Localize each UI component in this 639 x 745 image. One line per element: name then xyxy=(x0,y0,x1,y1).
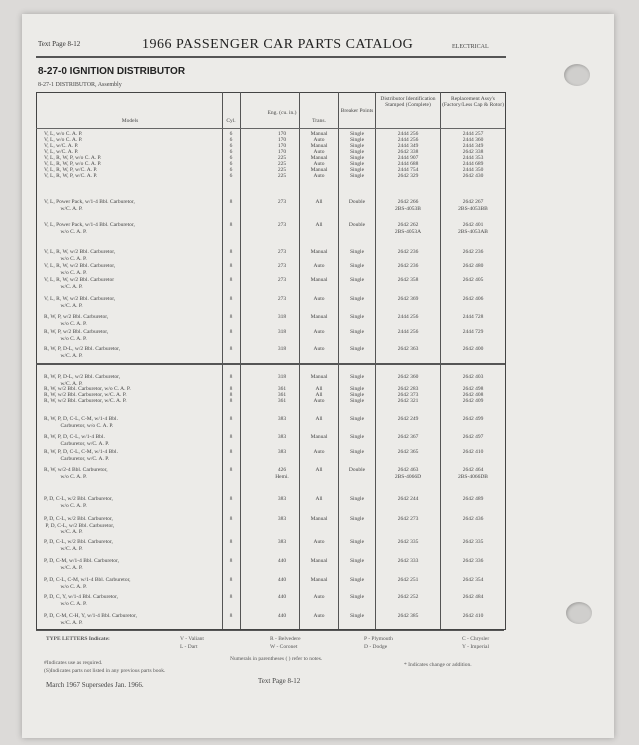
cell-points: Single xyxy=(349,496,365,502)
cell-trans: Auto xyxy=(313,594,325,600)
cell-dist-id: 2642 283 xyxy=(397,386,419,392)
cell-eng: 170 xyxy=(277,131,287,137)
cell-points: Single xyxy=(349,161,365,167)
cell-model: V, L, R, W, P, w/C. A. P. xyxy=(44,167,98,173)
cell-points: Single xyxy=(349,296,365,302)
col-header-trans: Trans. xyxy=(312,118,326,124)
cell-replacement: 2444 728 xyxy=(462,314,484,320)
cell-cyl: 8 xyxy=(229,392,233,398)
cell-cyl: 8 xyxy=(229,329,233,335)
cell-cyl: 6 xyxy=(229,143,233,149)
cell-trans: All xyxy=(315,496,323,502)
cell-dist-id: 2642 252 xyxy=(397,594,419,600)
cell-cyl: 8 xyxy=(229,577,233,583)
cell-model: V, L, Power Pack, w/1-4 Bbl. Carburetor, w/o C. A. P. xyxy=(44,222,135,235)
cell-cyl: 8 xyxy=(229,516,233,522)
cell-trans: Auto xyxy=(313,263,325,269)
cell-model: P, D, C-L, C-M, w/1-4 Bbl. Carburetor, w/o C. A. P. xyxy=(44,577,131,590)
cell-cyl: 8 xyxy=(229,449,233,455)
cell-replacement: 2642 410 xyxy=(462,613,484,619)
legend-item: C - Chrysler xyxy=(462,636,490,642)
legend-item: Y - Imperial xyxy=(462,644,489,650)
cell-eng: 361 xyxy=(277,392,287,398)
cell-model: P, D, C-M, w/1-4 Bbl. Carburetor, w/C. A. P. xyxy=(44,558,119,571)
column-divider xyxy=(375,92,376,629)
cell-trans: All xyxy=(315,416,323,422)
cell-dist-id: 2642 335 xyxy=(397,539,419,545)
cell-eng: 170 xyxy=(277,137,287,143)
cell-cyl: 8 xyxy=(229,374,233,380)
cell-cyl: 6 xyxy=(229,167,233,173)
cell-cyl: 8 xyxy=(229,249,233,255)
cell-replacement: 2444 353 xyxy=(462,155,484,161)
cell-model: R, W, w/2-4 Bbl. Carburetor, w/o C. A. P. xyxy=(44,467,108,480)
cell-eng: 383 xyxy=(277,434,287,440)
cell-eng: 273 xyxy=(277,199,287,205)
cell-cyl: 8 xyxy=(229,346,233,352)
cell-points: Single xyxy=(349,263,365,269)
cell-eng: 383 xyxy=(277,416,287,422)
cell-model: P, D, C, Y, w/1-4 Bbl. Carburetor, w/o C. A. P. xyxy=(44,594,119,607)
col-header-eng: Eng. (cu. in.) xyxy=(267,110,297,116)
cell-model: P, D, C-L, w/2 Bbl. Carburetor, w/C. A. P. xyxy=(44,539,113,552)
cell-model: P, D, C-L, w/2 Bbl. Carburetor, w/o C. A. P. xyxy=(44,496,113,509)
cell-replacement: 2642 336 xyxy=(462,558,484,564)
cell-cyl: 8 xyxy=(229,539,233,545)
cell-replacement: 2444 257 xyxy=(462,131,484,137)
cell-model: R, W, P, D, C-L, C-M, w/1-4 Bbl. Carburetor, w/o C. A. P. xyxy=(44,416,118,429)
cell-eng: 361 xyxy=(277,398,287,404)
cell-eng: 426 Hemi. xyxy=(275,467,289,480)
cell-model: R, W, P, D-L, w/2 Bbl. Carburetor, w/C. A. P. xyxy=(44,346,121,359)
note-as-required: #Indicates use as required. xyxy=(44,660,103,666)
cell-points: Single xyxy=(349,558,365,564)
cell-trans: Manual xyxy=(310,314,328,320)
cell-eng: 383 xyxy=(277,449,287,455)
cell-points: Single xyxy=(349,314,365,320)
cell-model: V, L, R, W, P, w/o C. A. P. xyxy=(44,155,102,161)
cell-eng: 273 xyxy=(277,296,287,302)
legend-item: W - Coronet xyxy=(270,644,298,650)
cell-dist-id: 2642 236 xyxy=(397,249,419,255)
subsection-heading: 8-27-1 DISTRIBUTOR, Assembly xyxy=(38,82,122,88)
cell-replacement: 2642 480 xyxy=(462,263,484,269)
cell-cyl: 8 xyxy=(229,277,233,283)
cell-cyl: 8 xyxy=(229,314,233,320)
cell-replacement: 2444 360 xyxy=(462,137,484,143)
cell-dist-id: 2642 262 2BS-4053A xyxy=(394,222,422,235)
cell-points: Single xyxy=(349,449,365,455)
cell-points: Single xyxy=(349,155,365,161)
footer-rule xyxy=(36,630,504,631)
cell-eng: 361 xyxy=(277,386,287,392)
mid-rule xyxy=(36,363,505,365)
cell-cyl: 8 xyxy=(229,222,233,228)
cell-dist-id: 2642 321 xyxy=(397,398,419,404)
cell-cyl: 6 xyxy=(229,149,233,155)
cell-eng: 318 xyxy=(277,314,287,320)
cell-points: Single xyxy=(349,277,365,283)
cell-model: R, W, P, D, C-L, C-M, w/1-4 Bbl. Carburetor, w/C. A. P. xyxy=(44,449,118,462)
note-change: * Indicates change or addition. xyxy=(404,662,472,668)
legend-item: P - Plymouth xyxy=(364,636,393,642)
cell-dist-id: 2642 236 xyxy=(397,263,419,269)
cell-eng: 440 xyxy=(277,594,287,600)
cell-trans: Auto xyxy=(313,346,325,352)
cell-dist-id: 2444 256 xyxy=(397,131,419,137)
cell-replacement: 2642 430 xyxy=(462,173,484,179)
cell-dist-id: 2642 360 xyxy=(397,374,419,380)
cell-dist-id: 2642 367 xyxy=(397,434,419,440)
cell-dist-id: 2642 385 xyxy=(397,613,419,619)
header-rule xyxy=(36,128,505,129)
cell-replacement: 2642 497 xyxy=(462,434,484,440)
cell-cyl: 6 xyxy=(229,131,233,137)
cell-points: Single xyxy=(349,374,365,380)
cell-trans: Auto xyxy=(313,296,325,302)
cell-replacement: 2642 409 xyxy=(462,398,484,404)
cell-points: Single xyxy=(349,392,365,398)
cell-trans: All xyxy=(315,467,323,473)
cell-cyl: 8 xyxy=(229,199,233,205)
cell-cyl: 6 xyxy=(229,155,233,161)
cell-dist-id: 2444 256 xyxy=(397,314,419,320)
cell-model: R, W, w/2 Bbl. Carburetor, w/C. A. P. xyxy=(44,392,127,398)
cell-model: V, L, R, W, w/2 Bbl. Carburetor, w/o C. A. P. xyxy=(44,249,116,262)
cell-trans: Manual xyxy=(310,577,328,583)
cell-dist-id: 2642 463 2BS-4066D xyxy=(394,467,422,480)
cell-points: Single xyxy=(349,131,365,137)
cell-eng: 440 xyxy=(277,613,287,619)
cell-dist-id: 2444 688 xyxy=(397,161,419,167)
cell-eng: 225 xyxy=(277,155,287,161)
cell-model: V, L, R, W, w/2 Bbl. Carburetor, w/o C. A. P. xyxy=(44,263,116,276)
cell-trans: Manual xyxy=(310,374,328,380)
cell-points: Single xyxy=(349,516,365,522)
cell-model: P, D, C-L, w/2 Bbl. Carburetor, P, D, C-L, w/2 Bbl. Carburetor, w/C. A. P. xyxy=(44,516,115,535)
cell-eng: 383 xyxy=(277,516,287,522)
cell-points: Single xyxy=(349,398,365,404)
catalog-title: 1966 PASSENGER CAR PARTS CATALOG xyxy=(142,37,414,52)
cell-eng: 273 xyxy=(277,277,287,283)
cell-cyl: 8 xyxy=(229,496,233,502)
cell-dist-id: 2642 358 xyxy=(397,277,419,283)
cell-dist-id: 2642 369 xyxy=(397,296,419,302)
cell-model: V, L, R, W, P, w/o C. A. P. xyxy=(44,161,102,167)
cell-eng: 273 xyxy=(277,222,287,228)
cell-points: Single xyxy=(349,613,365,619)
cell-model: R, W, P, w/2 Bbl. Carburetor, w/o C. A. P. xyxy=(44,329,109,342)
cell-model: V, L, Power Pack, w/1-4 Bbl. Carburetor, w/C. A. P. xyxy=(44,199,135,212)
cell-model: V, L, w/C. A. P. xyxy=(44,149,79,155)
cell-points: Single xyxy=(349,167,365,173)
cell-replacement: 2642 406 xyxy=(462,296,484,302)
col-header-points: Breaker Points xyxy=(340,108,374,114)
cell-eng: 440 xyxy=(277,577,287,583)
cell-replacement: 2642 464 2BS-4066DB xyxy=(458,467,488,480)
cell-replacement: 2642 410 xyxy=(462,449,484,455)
cell-replacement: 2444 350 xyxy=(462,167,484,173)
cell-replacement: 2642 354 xyxy=(462,577,484,583)
cell-cyl: 8 xyxy=(229,467,233,473)
cell-points: Single xyxy=(349,249,365,255)
legend-item: V - Valiant xyxy=(180,636,204,642)
cell-dist-id: 2444 256 xyxy=(397,137,419,143)
cell-trans: Manual xyxy=(310,155,328,161)
cell-cyl: 8 xyxy=(229,398,233,404)
cell-eng: 383 xyxy=(277,496,287,502)
cell-model: R, W, w/2 Bbl. Carburetor, w/o C. A. P. xyxy=(44,386,131,392)
cell-points: Single xyxy=(349,539,365,545)
cell-eng: 318 xyxy=(277,346,287,352)
cell-eng: 170 xyxy=(277,143,287,149)
cell-dist-id: 2444 349 xyxy=(397,143,419,149)
category-label: ELECTRICAL xyxy=(452,44,489,50)
type-letters-label: TYPE LETTERS Indicate: xyxy=(46,636,110,642)
cell-model: V, L, w/o C. A. P. xyxy=(44,131,83,137)
cell-replacement: 2642 267 2BS-4053BB xyxy=(458,199,488,212)
cell-dist-id: 2642 373 xyxy=(397,392,419,398)
cell-model: V, L, w/C. A. P. xyxy=(44,143,79,149)
cell-points: Single xyxy=(349,416,365,422)
cell-points: Single xyxy=(349,594,365,600)
cell-replacement: 2642 484 xyxy=(462,594,484,600)
cell-replacement: 2642 436 xyxy=(462,516,484,522)
cell-trans: Manual xyxy=(310,434,328,440)
note-not-listed: (S)Indicates parts not listed in any previous parts book. xyxy=(44,668,166,674)
cell-trans: Manual xyxy=(310,516,328,522)
cell-points: Single xyxy=(349,346,365,352)
text-page-bottom: Text Page 8-12 xyxy=(258,677,301,685)
cell-trans: Auto xyxy=(313,539,325,545)
cell-cyl: 6 xyxy=(229,161,233,167)
cell-trans: Auto xyxy=(313,613,325,619)
cell-cyl: 6 xyxy=(229,173,233,179)
cell-points: Single xyxy=(349,577,365,583)
cell-trans: Manual xyxy=(310,143,328,149)
cell-eng: 318 xyxy=(277,329,287,335)
note-numerals: Numerals in parentheses ( ) refer to notes. xyxy=(230,656,323,662)
cell-dist-id: 2444 907 xyxy=(397,155,419,161)
cell-trans: Manual xyxy=(310,249,328,255)
title-rule xyxy=(36,56,506,58)
cell-eng: 273 xyxy=(277,249,287,255)
date-line: March 1967 Supersedes Jan. 1966. xyxy=(46,681,144,689)
cell-points: Double xyxy=(348,199,366,205)
cell-trans: All xyxy=(315,199,323,205)
cell-model: R, W, w/2 Bbl. Carburetor, w/C. A. P. xyxy=(44,398,127,404)
cell-model: V, L, R, W, P, w/C. A. P. xyxy=(44,173,98,179)
col-header-models: Models xyxy=(121,118,139,124)
cell-trans: All xyxy=(315,222,323,228)
section-heading: 8-27-0 IGNITION DISTRIBUTOR xyxy=(38,66,186,77)
binder-hole-bottom xyxy=(566,602,592,624)
cell-cyl: 8 xyxy=(229,613,233,619)
cell-points: Single xyxy=(349,329,365,335)
cell-eng: 273 xyxy=(277,263,287,269)
binder-hole-top xyxy=(564,64,590,86)
legend-item: D - Dodge xyxy=(364,644,388,650)
cell-model: R, W, P, D, C-L, w/1-4 Bbl. Carburetor, w/C. A. P. xyxy=(44,434,110,447)
text-page-label: Text Page 8-12 xyxy=(38,40,81,48)
cell-points: Single xyxy=(349,143,365,149)
cell-replacement: 2642 236 xyxy=(462,249,484,255)
cell-trans: Manual xyxy=(310,167,328,173)
cell-replacement: 2642 499 xyxy=(462,416,484,422)
cell-dist-id: 2642 329 xyxy=(397,173,419,179)
legend-item: L - Dart xyxy=(180,644,198,650)
cell-cyl: 8 xyxy=(229,416,233,422)
cell-cyl: 8 xyxy=(229,386,233,392)
cell-replacement: 2642 400 xyxy=(462,346,484,352)
cell-dist-id: 2642 266 2BS-4053B xyxy=(395,199,421,212)
cell-cyl: 6 xyxy=(229,137,233,143)
cell-replacement: 2444 349 xyxy=(462,143,484,149)
col-header-replacement: Replacement Assy's (Factory/Less Cap & Rotor) xyxy=(442,96,504,108)
column-divider xyxy=(240,92,241,629)
cell-points: Double xyxy=(348,467,366,473)
cell-replacement: 2642 489 xyxy=(462,496,484,502)
cell-trans: Auto xyxy=(313,149,325,155)
cell-replacement: 2642 405 xyxy=(462,277,484,283)
cell-trans: Auto xyxy=(313,329,325,335)
column-divider xyxy=(440,92,441,629)
cell-cyl: 8 xyxy=(229,263,233,269)
cell-model: V, L, R, W, w/2 Bbl. Carburetor, w/C. A. P. xyxy=(44,296,116,309)
cell-dist-id: 2444 754 xyxy=(397,167,419,173)
cell-trans: Auto xyxy=(313,173,325,179)
cell-points: Single xyxy=(349,137,365,143)
cell-cyl: 8 xyxy=(229,296,233,302)
cell-cyl: 8 xyxy=(229,594,233,600)
cell-dist-id: 2642 338 xyxy=(397,149,419,155)
cell-replacement: 2642 498 xyxy=(462,386,484,392)
cell-dist-id: 2642 333 xyxy=(397,558,419,564)
cell-replacement: 2444 729 xyxy=(462,329,484,335)
cell-points: Single xyxy=(349,173,365,179)
cell-dist-id: 2642 244 xyxy=(397,496,419,502)
cell-model: R, W, P, D-L, w/2 Bbl. Carburetor, w/C. A. P. xyxy=(44,374,121,387)
cell-trans: Manual xyxy=(310,558,328,564)
cell-dist-id: 2642 273 xyxy=(397,516,419,522)
cell-replacement: 2642 338 xyxy=(462,149,484,155)
cell-model: R, W, P, w/2 Bbl. Carburetor, w/o C. A. P. xyxy=(44,314,109,327)
col-header-cyl: Cyl. xyxy=(226,118,236,124)
cell-trans: Auto xyxy=(313,137,325,143)
cell-replacement: 2642 408 xyxy=(462,392,484,398)
cell-trans: Auto xyxy=(313,398,325,404)
cell-dist-id: 2642 363 xyxy=(397,346,419,352)
cell-replacement: 2444 689 xyxy=(462,161,484,167)
cell-trans: Manual xyxy=(310,131,328,137)
cell-eng: 225 xyxy=(277,167,287,173)
cell-model: V, L, w/o C. A. P. xyxy=(44,137,83,143)
cell-replacement: 2642 403 xyxy=(462,374,484,380)
cell-points: Double xyxy=(348,222,366,228)
cell-trans: All xyxy=(315,386,323,392)
cell-replacement: 2642 335 xyxy=(462,539,484,545)
cell-dist-id: 2444 256 xyxy=(397,329,419,335)
legend-item: R - Belvedere xyxy=(270,636,301,642)
cell-model: P, D, C-M, C-H, Y, w/1-4 Bbl. Carburetor, w/C. A. P. xyxy=(44,613,137,626)
cell-trans: All xyxy=(315,392,323,398)
cell-eng: 225 xyxy=(277,161,287,167)
cell-cyl: 8 xyxy=(229,434,233,440)
cell-eng: 318 xyxy=(277,374,287,380)
cell-trans: Manual xyxy=(310,277,328,283)
cell-cyl: 8 xyxy=(229,558,233,564)
cell-dist-id: 2642 365 xyxy=(397,449,419,455)
cell-points: Single xyxy=(349,149,365,155)
cell-replacement: 2642 401 2BS-4053AB xyxy=(458,222,488,235)
cell-trans: Auto xyxy=(313,161,325,167)
cell-eng: 225 xyxy=(277,173,287,179)
cell-model: V, L, R, W, w/2 Bbl. Carburetor w/C. A. P. xyxy=(44,277,115,290)
cell-eng: 440 xyxy=(277,558,287,564)
col-header-dist-id: Distributor Identification Stamped (Complete) xyxy=(380,96,436,108)
cell-trans: Auto xyxy=(313,449,325,455)
cell-dist-id: 2642 251 xyxy=(397,577,419,583)
cell-eng: 170 xyxy=(277,149,287,155)
cell-points: Single xyxy=(349,386,365,392)
cell-eng: 383 xyxy=(277,539,287,545)
cell-dist-id: 2642 249 xyxy=(397,416,419,422)
cell-points: Single xyxy=(349,434,365,440)
